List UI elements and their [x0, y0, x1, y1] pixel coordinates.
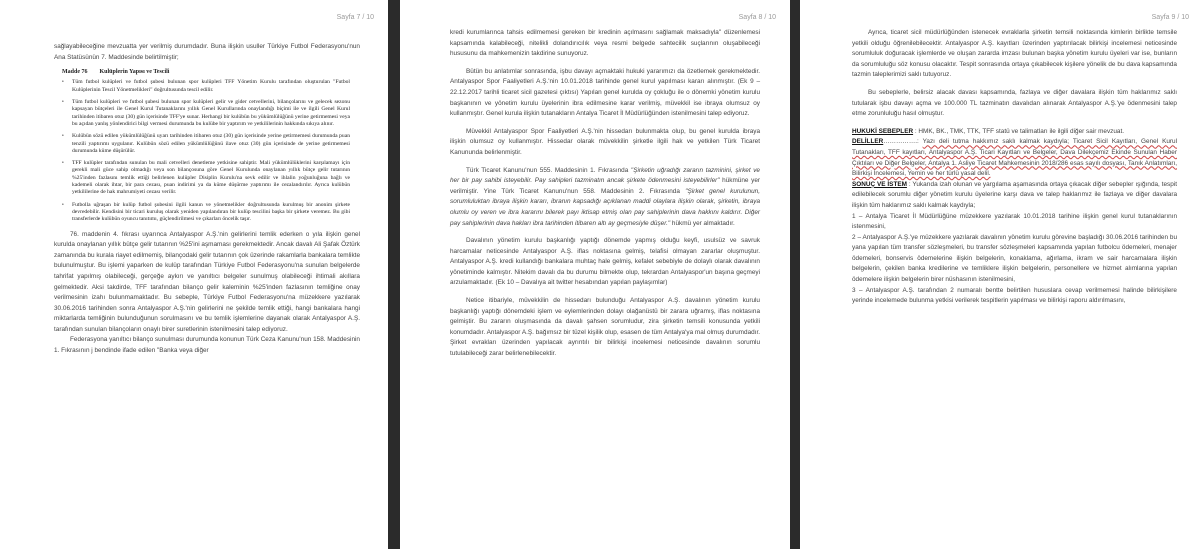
- quoted-article: [54, 69, 360, 223]
- paragraph: Müvekkil Antalyaspor Spor Faaliyetleri A.Ş.'nin hissedarı bulunmakta olup, bu genel kurulda ibraya ilişkin olumsuz oy kullanmıştır. Hissedar olarak müvekkilin şirketle ilgili hak ve yetkilen Türk Ticaret Kanununda belirlenmiştir.: [450, 127, 760, 156]
- section-heading: SONUÇ VE İSTEM: [852, 180, 907, 188]
- evidence: [852, 137, 1177, 179]
- article-item: • Futbolla uğraşan bir kulüp futbol şubesini ilgili kanun ve yönetmelikler doğrultusunda kurulmuş bir anonim şirkete devredebilir. Kendisini bir ticari kuruluş olarak yeniden yapılandıran bir kulüp tescilini başka bir şirkete veremez. Bu gibi transferlerde kulübün oyuncu tanıtımı, güçlendirilmesi ve çıkarları öncelik taşır.: [62, 202, 350, 224]
- section-text: HMK, BK., TMK, TTK, TFF statü ve talimatları ile ilgili diğer sair mevzuat.: [918, 127, 1125, 135]
- article-number: Madde 76: [62, 69, 88, 76]
- separator: …………….:: [883, 138, 923, 146]
- quoted-law: "Şirketin uğradığı zararın tazminini, şirket ve her bir pay sahibi isteyebilir. Pay sahipleri tazminatın ancak şirkete ödenmesini isteyebilirler": [450, 166, 760, 185]
- page-8: [400, 0, 790, 549]
- result-request: [852, 180, 1177, 212]
- section-heading: HUKUKİ SEBEPLER: [852, 127, 914, 135]
- page-9: [800, 0, 1203, 549]
- paragraph: Bu sebeplerle, belirsiz alacak davası kapsamında, fazlaya ve diğer davalara ilişkin tüm haklarımız saklı tutularak işbu davayı açma ve 100.000 TL tazminatın davalıdan alınarak Antalyaspor A.Ş.'ye ödenmesini talep etme zorunluluğu hasıl olmuştur.: [852, 88, 1177, 118]
- section-text: Yukarıda izah olunan ve yargılama aşamasında ortaya çıkacak diğer sebepler ışığında, tespit edilebilecek sorumlu diğer yönetim kurulu üyelerine karşı dava ve talep haklarımız ile fazlaya ve diğer davalara ilişkin tüm haklarımız saklı kalmak kaydıyla;: [852, 180, 1178, 209]
- section-text: Yazı deli tutma hakkımız saklı kalmak kaydıyla; Ticaret Sicil Kayıtları, Genel Kurul Tutanakları, TFF kayıtları, Antalyaspor A.Ş. Ticari Kayıtları ve Belgeler, Dava Dilekçemiz Ekinde Sunulan Haber Çıktıları ve Diğer Belgeler, Antalya 1. Asliye Ticaret Mahkemesinin 2018/286 esas sayılı dosyası, Tanık Anlatımları, Bilirkişi İncelemesi, Yemin ve her türlü yasal delil.: [852, 138, 1178, 178]
- article-item: • TFF kulüpler tarafından sunulan bu mali cetvelleri denetleme yetkisine sahiptir. Mali yükümlülüklerini karşılamayı için gerekli mali güce sahip olmadığı veya son bilançosuna göre Genel Kurulunda onaylanan yıllık bütçe gelir tutarının %25'inden fazlasını temlik ettiği belirlenen kulüpler Disiplin Kurulu'na sevk edilir ve ihlalin yoğunluğuna bağlı ve kademeli olarak ihtar, bir para cezası, puan indirimi ya da küme düşürme yaptırımı ile cezalandırılır. Ayrıca kulübün yetkililerine de hak mahrumiyeti cezası verilir.: [62, 160, 350, 196]
- page-number: Sayfa 8 / 10: [738, 14, 776, 21]
- page-number: Sayfa 9 / 10: [1151, 14, 1189, 21]
- text-run: hükmüne yer verilmiştir. Yine Türk Ticaret Kanunu'nun 558. Maddesinin 2. Fıkrasında: [450, 177, 760, 195]
- page-7: [0, 0, 388, 549]
- paragraph: sağlayabileceğine mevzuatta yer verilmiş durumdadır. Buna ilişkin usuller Türkiye Futbol Federasyonu'nun Ana Statüsünün 7. Maddesinde belirtilmiştir;: [54, 43, 360, 61]
- paragraph: Bütün bu anlatımlar sonrasında, işbu davayı açmaktaki hukuki yararımızı da özetlemek gerekmektedir. Antalyaspor Spor Faaliyetleri A.Ş.'nin 10.01.2018 tarihinde genel kurul yapılması kararı alınmıştır. (Ek 9 – 22.12.2017 tarihli ticaret sicil gazetesi çıktısı) Yapılan genel kurulda oy çokluğu ile o dönemki yönetim kurulu başkanının ve yönetim kurulu üyelerinin ibra edilmesine karar verilmiş, müvekkil ise ibraya olumsuz oy kullanmıştır. Genel kurula ilişkin tutanakların Antalya Ticaret İl Müdürlüğünden istenilmesini talep ediyoruz.: [450, 67, 760, 118]
- paragraph: Netice itibariyle, müvekkilin de hissedarı bulunduğu Antalyaspor A.Ş. davalının yönetim kurulu başkanlığı yaptığı dönemdeki işlem ve eylemlerinden dolayı olağanüstü bir zarara uğramış, iflas noktasına gelmiştir. Bu zararın oluşmasında da davalı şahsen sorumludur, zira şirketin temsili konusunda yetkili konumdadır. Antalyaspor A.Ş. bağımsız bir tüzel kişilik olup, esasen de tüm Antalya'ya mal olmuş durumdadır. Şirket evrakları üzerinden yapılacak ayrıntılı bir bilirkişi incelemesi neticesinde davalının sorumlu tutulabileceği zarar belirlenebilecektir.: [450, 297, 760, 358]
- paragraph: Ayrıca, ticaret sicil müdürlüğünden istenecek evraklarla şirketin temsili noktasında kimlerin birlikte temsile yetkili olduğu öğrenilebilecektir. Antalyaspor A.Ş. kayıtları üzerinden yaptırılacak bilirkişi incelemesi neticesinde sorumluluk doğuracak işlemlerde ve oluşan zararda imzası bulunan başka yönetim kurulu üyeleri var ise, bunların da sorumluluğu söz konusu olacaktır. Tespit sonrasında ortaya çıkabilecek kişilere yönelik de bu dava kapsamında tazmin taleplerimizi saklı tutuyoruz.: [852, 29, 1177, 79]
- text-run: hükmü yer almaktadır.: [670, 219, 735, 227]
- paragraph: Federasyona yanıltıcı bilanço sunulması durumunda konunun Türk Ceza Kanunu'nun 158. Maddesinin 1. Fıkrasının j bendinde ifade edilen "Banka veya diğer: [54, 336, 360, 355]
- article-heading: [62, 69, 350, 76]
- page-content: [450, 28, 760, 360]
- paragraph: [450, 166, 760, 230]
- paragraph: Davalının yönetim kurulu başkanlığı yaptığı dönemde yapmış olduğu keyfi, usulsüz ve savruk harcamalar neticesinde Antalyaspor A.Ş. iflas noktasına gelmiş, telafisi olmayan zararlar oluşmuştur. Antalyaspor A.Ş. kredi kullandığı bankalara muhtaç hale gelmiş, kefalet sebebiyle de dolaylı olarak davalının yönetiminde kalmıştır. Nitekim davalı da bu durumu bilmekte olup, tekrardan Antalyaspor'un başına geçmeyi arzulamaktadır. (Ek 10 – Davalıya ait twitter hesabından yapılan paylaşımlar): [450, 237, 760, 287]
- separator: :: [913, 127, 919, 135]
- request-item: 2 – Antalyaspor A.Ş.'ye müzekkere yazılarak davalının yönetim kurulu görevine başladığı 30.06.2016 tarihinden bu yana yapılan tüm transfer sözleşmeleri, bu transfer sözleşmeleri kapsamında yapılan futbolcu ödemeleri, menajer ödemeleri, bonservis ödemelerine ilişkin belgelerin, konaklama, ağırlama, ikram ve sair harcamalara ilişkin belgelerin, çekilen banka kredilerine ve temliklere ilişkin belgelerin, personellere ve hizmet alımlarına yapılan ödemelere ilişkin belgelerin birer nüshasının istenilmesini,: [852, 233, 1177, 284]
- article-item: • Tüm futbol kulüpleri ve futbol şubesi bulunan spor kulüpleri TFF Yönetim Kurulu tarafından oluşturulan "Futbol Kulüplerinin Tescil Yönetmelikleri" doğrultusunda tescil edilir.: [62, 79, 350, 94]
- page-number: Sayfa 7 / 10: [336, 14, 374, 21]
- article-item: • Kulübün sözü edilen yükümlülüğünü uyarı tarihinden itibaren otuz (30) gün içerisinde yerine getirmemesi durumunda puan tenzili yaptırımı uygulanır. Kulübün sözü edilen yükümlülüğünü ilave otuz (30) gün içerisinde de yerine getirmemesi durumunda küme düşürülür.: [62, 133, 350, 155]
- legal-grounds: [852, 127, 1177, 138]
- request-item: 1 – Antalya Ticaret İl Müdürlüğüne müzekkere yazılarak 10.01.2018 tarihine ilişkin genel kurul tutanaklarının istenmesini,: [852, 212, 1177, 231]
- page-content: [54, 42, 360, 357]
- section-heading: DELİLLER: [852, 138, 884, 146]
- page-content: [852, 28, 1177, 307]
- text-run: Türk Ticaret Kanunu'nun 555. Maddesinin 1. Fıkrasında: [466, 166, 631, 174]
- separator: :: [906, 180, 913, 188]
- request-item: 3 – Antalyaspor A.Ş. tarafından 2 numaralı bentte belirtilen hususlara cevap verilmemesi halinde bilirkişilere yerinde incelemede bulunma yetkisi verilerek tespitlerin yapılması ve bilirkişi raporu aldırılmasını,: [852, 286, 1177, 305]
- paragraph: kredi kurumlarınca tahsis edilmemesi gereken bir kredinin açılmasını sağlamak maksadıyla" düzenlemesi kapsamında kalabileceği, nitelikli dolandırıcılık veya resmi belgede sahtecilik suçlarının oluşabileceği hususunu da mahkemenizin takdirine sunuyoruz.: [450, 29, 760, 58]
- quoted-law: "Şirket genel kurulunun, sorumluluktan ibraya ilişkin kararı, ibranın kapsadığı açıklanan maddi olaylara ilişkin olarak, şirketin, ibraya olumlu oy veren ve ibra kararını bilerek payı iktisap etmiş olan pay sahiplerinin dava hakkını kaldırır. Diğer pay sahiplerinin dava hakları ibra tarihinden itibaren altı ay geçmesiyle düşer.": [450, 187, 760, 227]
- article-item: • Tüm futbol kulüpleri ve futbol şubesi bulunan spor kulüpleri gelir ve gider cetvellerini, bilançolarını ve gelecek sezonu kapsayan bütçeleri ile Genel Kurul Tutanaklarını yıllık Genel Kurullarında onaylandığı biçimi ile ve ilgili Genel Kurul tarihinden itibaren otuz (30) gün içerisinde TFF'ye sunar. Herhangi bir kulübün bu yükümlülüğünü yerine getirmemesi veya bu açıdan yanlış yönlendirici bilgi vermesi durumunda bu kulübe bir yaptırım ve yetkililerinin hakkında sıkıya alınır.: [62, 99, 350, 128]
- paragraph: 76. maddenin 4. fıkrası uyarınca Antalyaspor A.Ş.'nin gelirlerini temlik ederken o yıla ilişkin genel kurulda onaylanan yıllık bütçe gelir tutarının %25'ini aşmaması gerekmektedir. Ancak davalı Ali Şafak Öztürk zamanında bu kurala riayet edilmemiş, bilançodaki gelir tutarının çok üzerinde rakamlarla bankalara temlikte bulunulmuştur. Bu işlemi yaparken de kulüp tarafından Türkiye Futbol Federasyonu'na sunulan belgelerde tahrifat yapılmış olabileceği, gerçeğe aykırı ve yanıltıcı belgeler sunulmuş olabileceği ihtimali akıllara gelmektedir. Aksi takdirde, TFF tarafından bilanço gelir kaleminin %25'inden fazlasının temliğine onay verilmesinin izahı bulunmamaktadır. Bu sebeple, Türkiye Futbol Federasyonu'na müzekkere yazılarak 30.06.2016 tarihinden sonra Antalyaspor A.Ş.'nin gelirlerini ne şekilde temlik ettiği, hangi bankalara hangi miktarlarda temliğinin bulunduğunun sorulmasını ve bu temlik işlemlerine dayanak olarak Antalyaspor A.Ş. tarafından sunulan bilançoların onaylı birer suretlerinin istenilmesini talep ediyoruz.: [54, 230, 360, 333]
- article-title: Kulüplerin Yapısı ve Tescili: [99, 69, 170, 76]
